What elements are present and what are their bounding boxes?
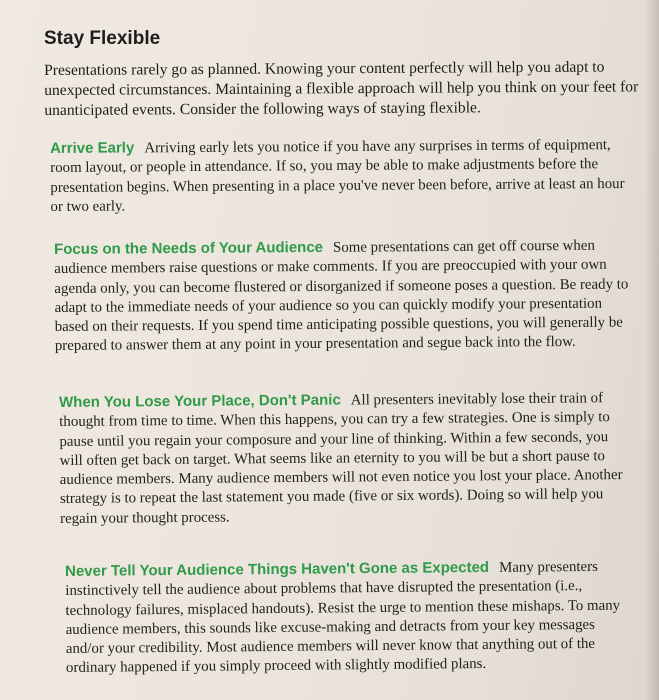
section-heading: Never Tell Your Audience Things Haven't Gone as Expected — [65, 558, 490, 580]
section-body: Arriving early lets you notice if you have any surprises in terms of equipment, room layout, or people in attendance. If so, you may be able to make adjustments before the presentation begins. When presenting in a place you've never been before, arrive at least an hour or two early. — [50, 137, 625, 215]
section-body: Many presenters instinctively tell the audience about problems that have disrupted the presentation (i.e., technology failures, misplaced handouts). Resist the urge to mention these mishaps. To many audience members, this sounds like excuse-making and detracts from your key messages and/or your credibility. Most audience members will never know that anything out of the ordinary happened if you simply proceed with slightly modified plans. — [65, 558, 621, 677]
section-heading: Arrive Early — [50, 139, 135, 157]
section-arrive-early — [50, 135, 639, 217]
page-title: Stay Flexible — [44, 28, 161, 49]
section-heading: Focus on the Needs of Your Audience — [54, 238, 324, 258]
section-body: Some presentations can get off course when audience members raise questions or make comments. If you are preoccupied with your own agenda only, you can become flustered or disorganized if someone poses a question. Be ready to adapt to the immediate needs of your audience so you can quickly modify your presentation based on their requests. If you spend time anticipating possible questions, you will generally be prepared to answer them at any point in your presentation and segue back into the flow. — [54, 237, 629, 355]
intro-paragraph: Presentations rarely go as planned. Knowing your content perfectly will help you adapt to unexpected circumstances. Maintaining a flexible approach will help you think on your feet for unanticipated events. Consider the following ways of staying flexible. — [44, 58, 639, 119]
section-heading: When You Lose Your Place, Don't Panic — [59, 391, 341, 411]
section-never-tell-audience — [65, 557, 628, 679]
section-lose-your-place — [59, 388, 632, 529]
section-focus-on-audience — [54, 235, 637, 356]
section-body: All presenters inevitably lose their train of thought from time to time. When this happens, you can try a few strategies. One is simply to pause until you regain your composure and your line of thinking. Within a few seconds, you will often get back on target. What seems like an eternity to you will be but a short pause to audience members. Many audience members will not even notice you lost your place. Another strategy is to repeat the last statement you made (five or six words). Doing so will help you regain your thought process. — [59, 390, 623, 527]
